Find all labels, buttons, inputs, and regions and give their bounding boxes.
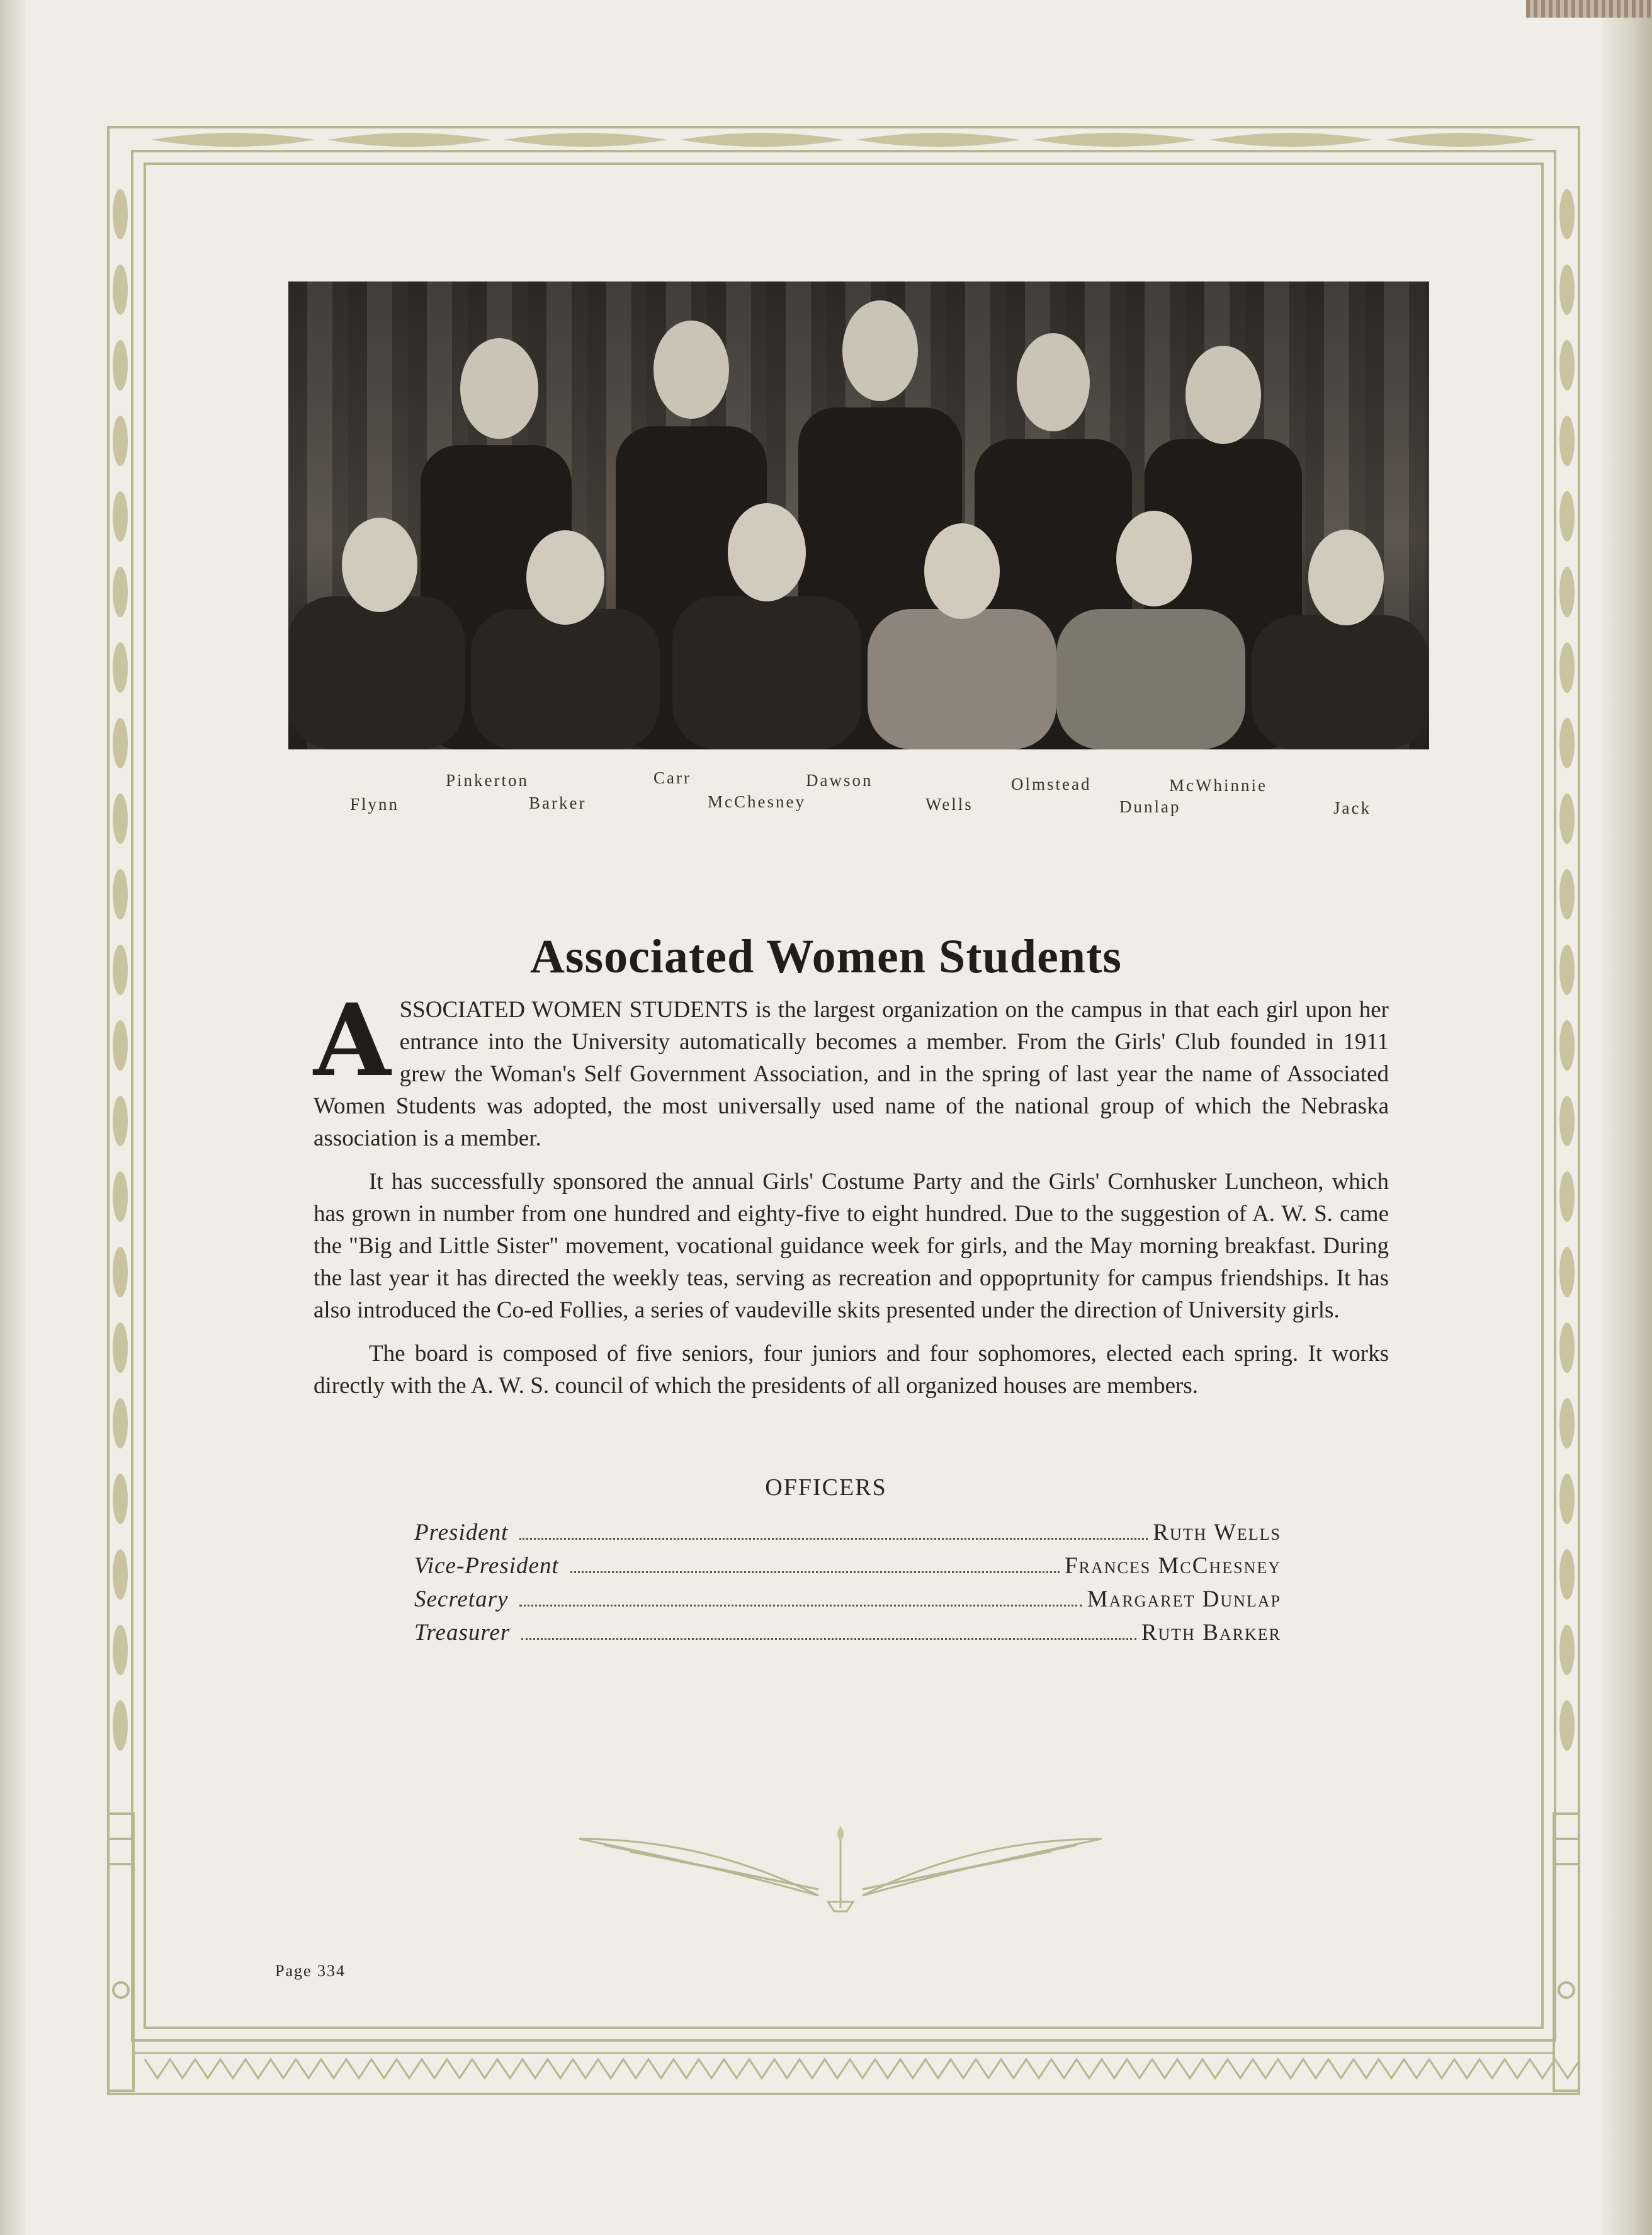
page-title: Associated Women Students bbox=[530, 930, 1122, 983]
paragraph: It has successfully sponsored the annual Girls' Costume Party and the Girls' Cornhusker Luncheon, which has grown in number from one hundred and eighty-five to eight hundred. Due to the suggestion of A. W. S. came the "Big and Little Sister" movement, vocational guidance week for girls, and the May morning breakfast. During the last year it has directed the weekly teas, serving as recreation and oppoprtunity for campus friendships. It has also introduced the Co-ed Follies, a series of vaudeville skits presented under the direction of University girls. bbox=[314, 1169, 1389, 1323]
paragraph bbox=[314, 982, 1389, 1154]
leader-dots bbox=[570, 1571, 1060, 1573]
officer-role: President bbox=[414, 1520, 509, 1545]
book-spine-edge bbox=[1526, 0, 1652, 18]
caption-name: McWhinnie bbox=[1169, 776, 1267, 795]
officer-name: Frances McChesney bbox=[1065, 1553, 1281, 1579]
caption-name: Carr bbox=[653, 768, 691, 787]
officer-role: Treasurer bbox=[414, 1620, 511, 1646]
officer-row bbox=[414, 1552, 1281, 1585]
officer-row bbox=[414, 1586, 1281, 1618]
officer-role: Vice-President bbox=[414, 1553, 559, 1579]
paragraph-text: SSOCIATED WOMEN STUDENTS is the largest organization on the campus in that each girl upon her entrance into the University automatically becomes a member. From the Girls' Club founded in 1911 grew the Woman's Self Government Association, and in the spring of last year the name of Associated Women Students was adopted, the most universally used name of the national group of which the Nebraska association is a member. bbox=[314, 997, 1389, 1151]
torch-wings-emblem-icon bbox=[579, 1826, 1102, 1914]
officers-heading: OFFICERS bbox=[765, 1474, 887, 1501]
paragraph: The board is composed of five seniors, four juniors and four sophomores, elected each spring. It works directly with the A. W. S. council of which the presidents of all organized houses are members. bbox=[314, 1341, 1389, 1399]
officer-row bbox=[414, 1619, 1281, 1652]
officer-role: Secretary bbox=[414, 1586, 509, 1612]
caption-name: Pinkerton bbox=[446, 771, 529, 790]
page-number: Page 334 bbox=[275, 1962, 346, 1980]
caption-name: Olmstead bbox=[1011, 775, 1092, 793]
caption-name: McChesney bbox=[708, 792, 806, 811]
officer-name: Ruth Barker bbox=[1141, 1620, 1281, 1646]
drop-cap-initial: A bbox=[314, 982, 391, 1099]
officer-name: Ruth Wells bbox=[1153, 1520, 1281, 1545]
page-edge bbox=[1602, 0, 1652, 2235]
binding-shadow bbox=[0, 0, 25, 2235]
caption-name: Dunlap bbox=[1119, 797, 1181, 816]
caption-name: Wells bbox=[925, 795, 973, 814]
leader-dots bbox=[519, 1538, 1148, 1540]
article-body bbox=[314, 982, 1389, 1402]
group-photograph bbox=[288, 282, 1429, 749]
leader-dots bbox=[519, 1605, 1082, 1607]
caption-name: Flynn bbox=[350, 795, 400, 814]
caption-name: Dawson bbox=[806, 771, 873, 790]
caption-name: Barker bbox=[529, 793, 587, 812]
officer-name: Margaret Dunlap bbox=[1087, 1586, 1281, 1612]
caption-name: Jack bbox=[1333, 799, 1371, 817]
officer-row bbox=[414, 1519, 1281, 1552]
leader-dots bbox=[521, 1638, 1136, 1640]
